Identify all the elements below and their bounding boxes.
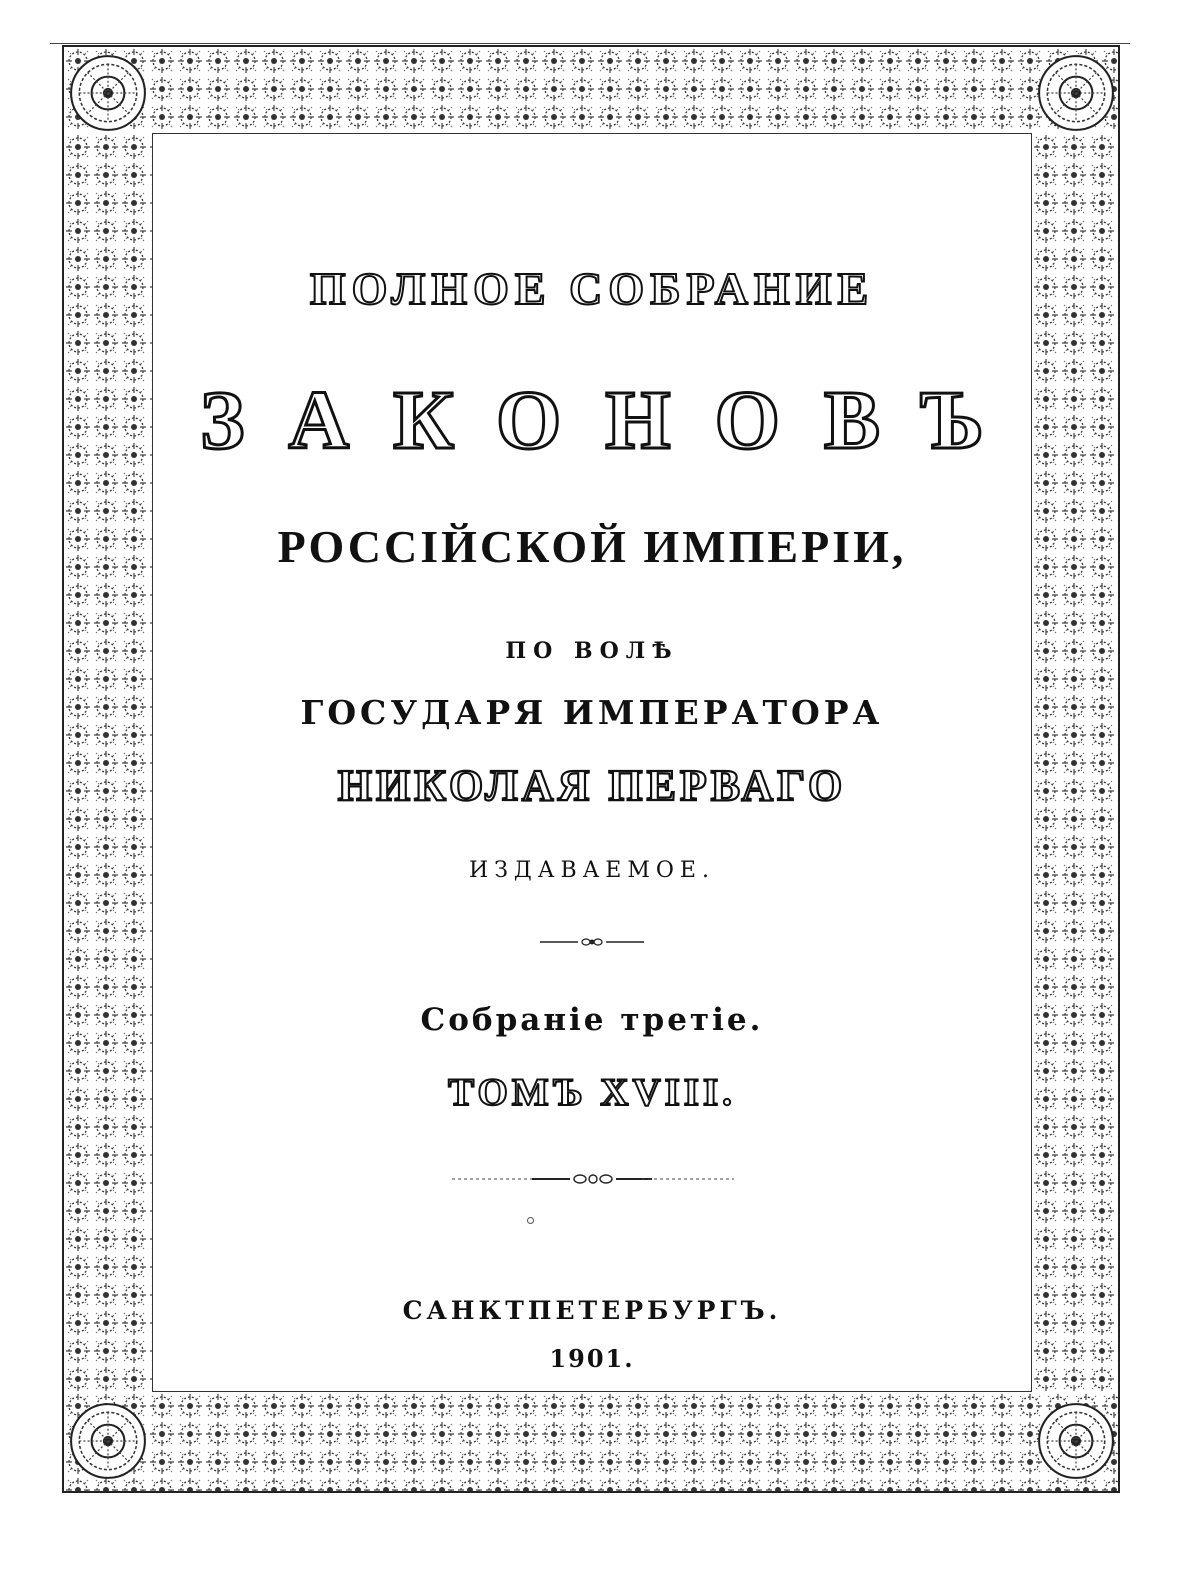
rosette-icon: [1035, 52, 1117, 134]
title-line-nikolaya-pervago: НИКОЛАЯ ПЕРВАГО: [337, 761, 847, 810]
flourish-divider: [452, 1172, 734, 1186]
title-line-gosudarya-imperatora: ГОСУДАРЯ ИМПЕРАТОРА: [300, 693, 884, 732]
ink-speck: [527, 1217, 534, 1224]
flourish-divider: [540, 936, 644, 948]
collection-label: Собраніе третіе.: [420, 1002, 764, 1038]
volume-label: ТОМЪ XVIII.: [448, 1071, 736, 1114]
border-band-bottom: [64, 1392, 1118, 1491]
rosette-icon: [67, 1400, 149, 1482]
rosette-icon: [67, 52, 149, 134]
title-line-rossiyskoy-imperii: РОССІЙСКОЙ ИМПЕРІИ,: [277, 521, 907, 572]
title-line-izdavaemoe: ИЗДАВАЕМОЕ.: [469, 858, 715, 883]
imprint-city: САНКТПЕТЕРБУРГЪ.: [402, 1296, 782, 1325]
rosette-icon: [1035, 1400, 1117, 1482]
border-band-top: [64, 47, 1118, 133]
border-band-right: [1032, 133, 1118, 1392]
title-line-zakonov: ЗАКОНОВЪ: [200, 374, 1028, 467]
title-line-polnoe-sobranie: ПОЛНОЕ СОБРАНИЕ: [309, 263, 875, 314]
imprint-year: 1901.: [549, 1344, 635, 1373]
border-band-left: [64, 133, 152, 1392]
title-line-po-vole: ПО ВОЛѢ: [505, 638, 679, 664]
top-rule-line: [50, 43, 1130, 44]
